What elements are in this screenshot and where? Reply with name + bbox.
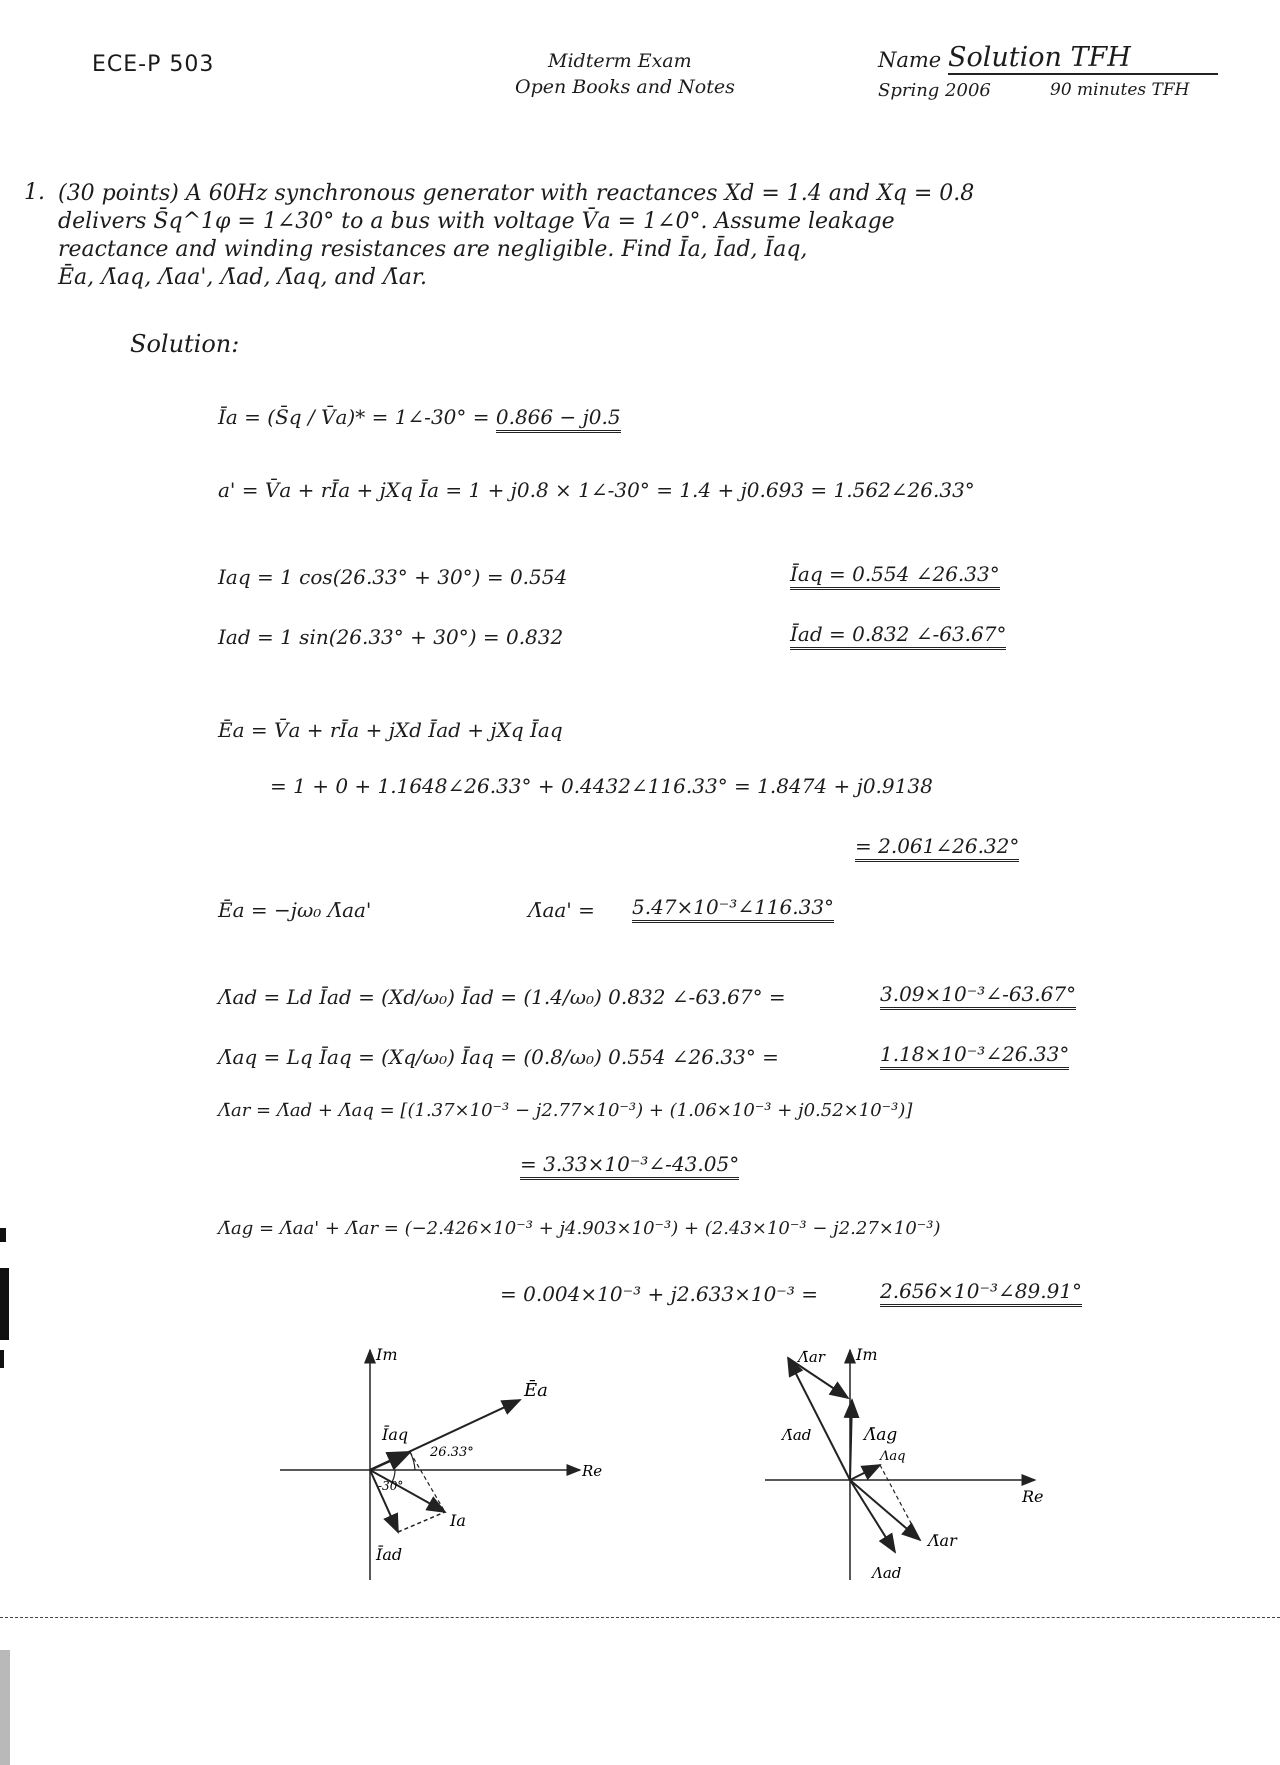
dashed-projection bbox=[398, 1512, 445, 1532]
eq-lad: Λ̄ad = Ld Īad = (Xd/ω₀) Īad = (1.4/ω₀) 0.832 ∠-63.67° = bbox=[218, 985, 786, 1009]
name-value: Solution TFH bbox=[948, 42, 1218, 75]
im-label: Im bbox=[856, 1345, 878, 1364]
lar-top-phasor bbox=[788, 1358, 850, 1480]
eq-laa-answer: 5.47×10⁻³∠116.33° bbox=[632, 895, 834, 923]
name-label: Name bbox=[878, 48, 942, 72]
term: Spring 2006 bbox=[878, 80, 991, 101]
lar-phasor bbox=[850, 1480, 920, 1540]
eq-iad: Iad = 1 sin(26.33° + 30°) = 0.832 bbox=[218, 625, 564, 649]
eq-laq: Λ̄aq = Lq Īaq = (Xq/ω₀) Īaq = (0.8/ω₀) 0.554 ∠26.33° = bbox=[218, 1045, 779, 1069]
laq-label: Λaq bbox=[880, 1449, 906, 1464]
angle-arc bbox=[410, 1452, 415, 1470]
eq-ia-answer: 0.866 − j0.5 bbox=[496, 405, 621, 433]
lar-label: Λ̄ar bbox=[928, 1531, 957, 1550]
problem-line-3: reactance and winding resistances are negligible. Find Īa, Īad, Īaq, bbox=[58, 237, 808, 262]
eq-lad-answer: 3.09×10⁻³∠-63.67° bbox=[880, 982, 1076, 1010]
eq-iaq: Iaq = 1 cos(26.33° + 30°) = 0.554 bbox=[218, 565, 568, 589]
exam-title: Midterm Exam bbox=[548, 50, 692, 72]
problem-number: 1. bbox=[24, 180, 45, 205]
eq-laa-lhs: Λ̄aa' = bbox=[528, 898, 595, 922]
iaq-phasor bbox=[370, 1452, 410, 1470]
lad-label: Λ̄ad bbox=[782, 1426, 812, 1444]
eq-lag-answer: 2.656×10⁻³∠89.91° bbox=[880, 1279, 1082, 1307]
solution-label: Solution: bbox=[130, 330, 240, 358]
iaq-label: Īaq bbox=[382, 1425, 409, 1444]
iad-label: Īad bbox=[376, 1545, 403, 1564]
scan-mark bbox=[0, 1650, 10, 1765]
eq-ea: Ēa = V̄a + rĪa + jXd Īad + jXq Īaq bbox=[218, 718, 563, 742]
lad-bottom-label: Λad bbox=[872, 1564, 902, 1582]
scan-mark bbox=[0, 1350, 4, 1368]
re-label: Re bbox=[582, 1462, 603, 1480]
duration: 90 minutes TFH bbox=[1050, 80, 1190, 100]
eq-lag-sum: = 0.004×10⁻³ + j2.633×10⁻³ = bbox=[500, 1282, 818, 1306]
eq-iaq-answer: Īaq = 0.554 ∠26.33° bbox=[790, 562, 1000, 590]
angle-label: -30° bbox=[378, 1479, 404, 1493]
eq-ea-flux: Ēa = −jω₀ Λ̄aa' bbox=[218, 898, 372, 922]
course-code: ECE-P 503 bbox=[92, 52, 215, 77]
ea-label: Ēa bbox=[524, 1380, 548, 1401]
laq-phasor bbox=[850, 1465, 880, 1480]
lad-phasor bbox=[850, 1480, 895, 1552]
eq-laq-answer: 1.18×10⁻³∠26.33° bbox=[880, 1042, 1069, 1070]
scan-mark bbox=[0, 1268, 9, 1340]
eq-ia-lhs: Īa = (S̄q / V̄a)* = 1∠-30° = bbox=[218, 405, 490, 429]
problem-line-1: (30 points) A 60Hz synchronous generator with reactances Xd = 1.4 and Xq = 0.8 bbox=[58, 181, 975, 206]
eq-lar-answer: = 3.33×10⁻³∠-43.05° bbox=[520, 1152, 739, 1180]
problem-line-2: delivers S̄q^1φ = 1∠30° to a bus with voltage V̄a = 1∠0°. Assume leakage bbox=[58, 209, 895, 234]
lag-label: Λ̄ag bbox=[864, 1425, 898, 1445]
problem-statement bbox=[58, 180, 1258, 292]
lar-top-label: Λ̄ar bbox=[798, 1348, 825, 1366]
eq-ea-expanded: = 1 + 0 + 1.1648∠26.33° + 0.4432∠116.33° = 1.8474 + j0.9138 bbox=[270, 774, 933, 798]
eq-lar: Λ̄ar = Λ̄ad + Λ̄aq = [(1.37×10⁻³ − j2.77×10⁻³) + (1.06×10⁻³ + j0.52×10⁻³)] bbox=[218, 1100, 913, 1121]
scan-mark bbox=[0, 1228, 6, 1242]
page-cut-line bbox=[0, 1617, 1280, 1618]
eq-lag: Λ̄ag = Λ̄aa' + Λ̄ar = (−2.426×10⁻³ + j4.903×10⁻³) + (2.43×10⁻³ − j2.27×10⁻³) bbox=[218, 1218, 941, 1239]
eq-iad-answer: Īad = 0.832 ∠-63.67° bbox=[790, 622, 1006, 650]
eq-aprime: a' = V̄a + rĪa + jXq Īa = 1 + j0.8 × 1∠-30° = 1.4 + j0.693 = 1.562∠26.33° bbox=[218, 478, 975, 502]
re-label: Re bbox=[1022, 1487, 1044, 1506]
eq-ia bbox=[218, 405, 621, 429]
angle-label: 26.33° bbox=[430, 1445, 474, 1460]
dashed-projection bbox=[880, 1465, 920, 1540]
problem-line-4: Ēa, Λ̄aq, Λ̄aa', Λ̄ad, Λ̄aq, and Λ̄ar. bbox=[58, 265, 427, 290]
exam-note: Open Books and Notes bbox=[515, 76, 735, 98]
ia-label: Ia bbox=[450, 1511, 466, 1530]
phasor-diagram-current bbox=[270, 1340, 610, 1590]
phasor-diagram-flux bbox=[760, 1340, 1060, 1590]
eq-ea-answer: = 2.061∠26.32° bbox=[855, 834, 1019, 862]
im-label: Im bbox=[376, 1345, 398, 1364]
